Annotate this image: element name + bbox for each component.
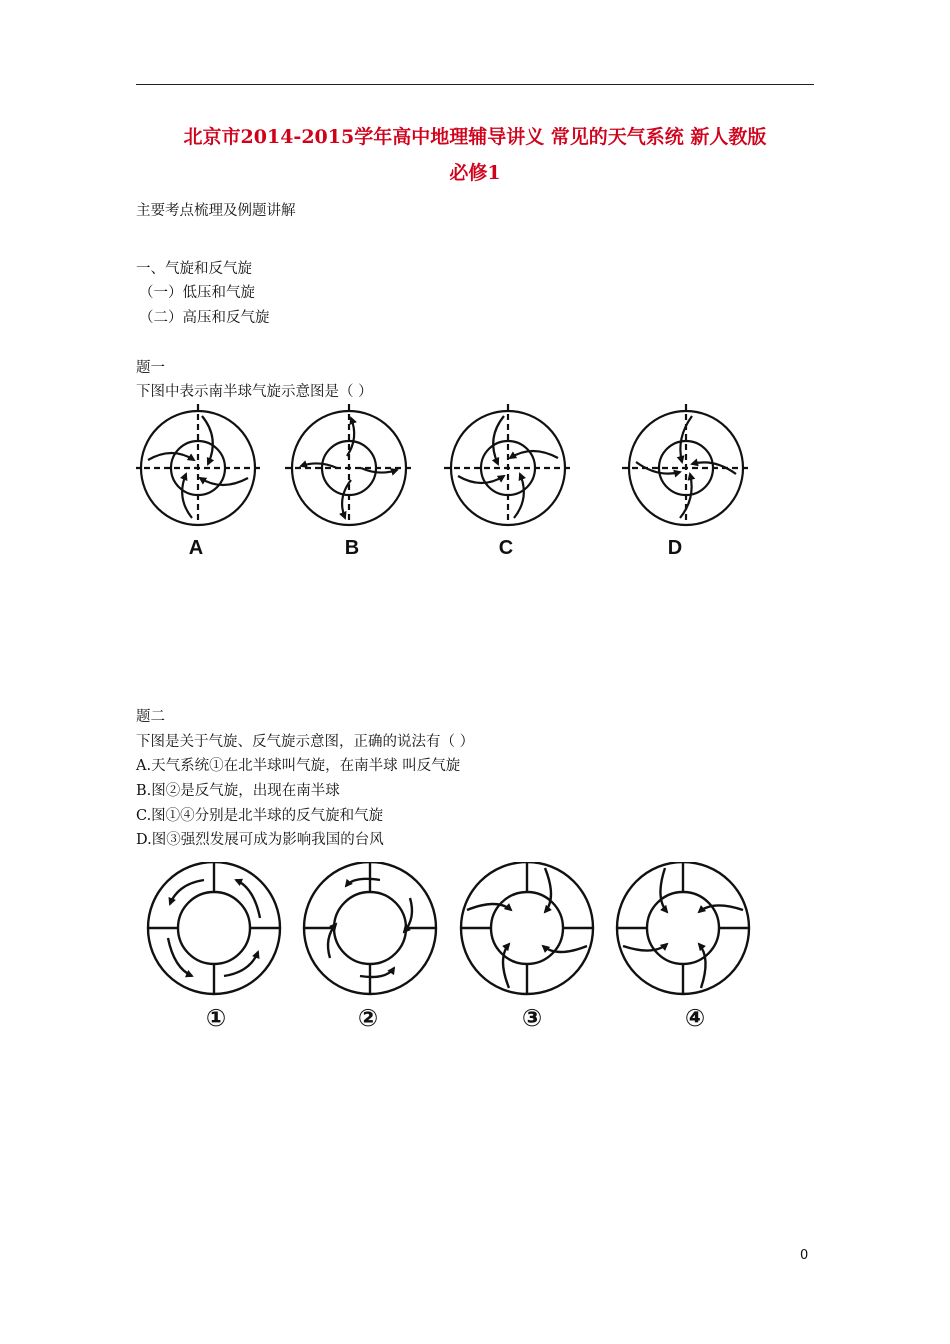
question-1-figure (136, 402, 776, 562)
option-d: D.图③强烈发展可成为影响我国的台风 (136, 832, 384, 848)
diagram-d (622, 404, 750, 526)
figure-label-1: ① (205, 1004, 227, 1032)
question-2-stem: 下图是关于气旋、反气旋示意图，正确的说法有（ ） (136, 734, 475, 750)
figure-label-a: A (188, 537, 204, 559)
figure-label-3: ③ (521, 1004, 543, 1032)
figure-label-d: D (667, 537, 683, 559)
page-number: 0 (800, 1248, 809, 1263)
option-c: C.图①④分别是北半球的反气旋和气旋 (136, 808, 384, 824)
question-1-label: 题一 (136, 360, 165, 376)
diagram-1 (148, 862, 280, 994)
diagram-b (285, 404, 413, 526)
diagram-3 (461, 862, 593, 994)
diagram-2 (304, 862, 436, 994)
option-b: B.图②是反气旋，出现在南半球 (136, 783, 340, 799)
question-2-label: 题二 (136, 709, 165, 725)
option-a: A.天气系统①在北半球叫气旋，在南半球 叫反气旋 (136, 758, 461, 774)
diagram-4 (617, 862, 749, 994)
header-rule (136, 84, 814, 85)
figure-label-b: B (344, 537, 360, 559)
question-1-stem: 下图中表示南半球气旋示意图是（ ） (136, 384, 373, 400)
figure-label-2: ② (357, 1004, 379, 1032)
diagram-c (444, 404, 572, 526)
document-title-line2: 必修1 (449, 162, 501, 184)
diagram-a (136, 404, 262, 526)
subsection-1: （一）低压和气旋 (139, 285, 255, 301)
subsection-2: （二）高压和反气旋 (139, 310, 270, 326)
intro-text: 主要考点梳理及例题讲解 (136, 203, 296, 219)
figure-label-4: ④ (684, 1004, 706, 1032)
section-heading: 一、气旋和反气旋 (136, 261, 252, 277)
figure-label-c: C (498, 537, 514, 559)
document-title-line1: 北京市2014-2015学年高中地理辅导讲义 常见的天气系统 新人教版 (183, 126, 767, 148)
question-2-figure (140, 862, 780, 1038)
